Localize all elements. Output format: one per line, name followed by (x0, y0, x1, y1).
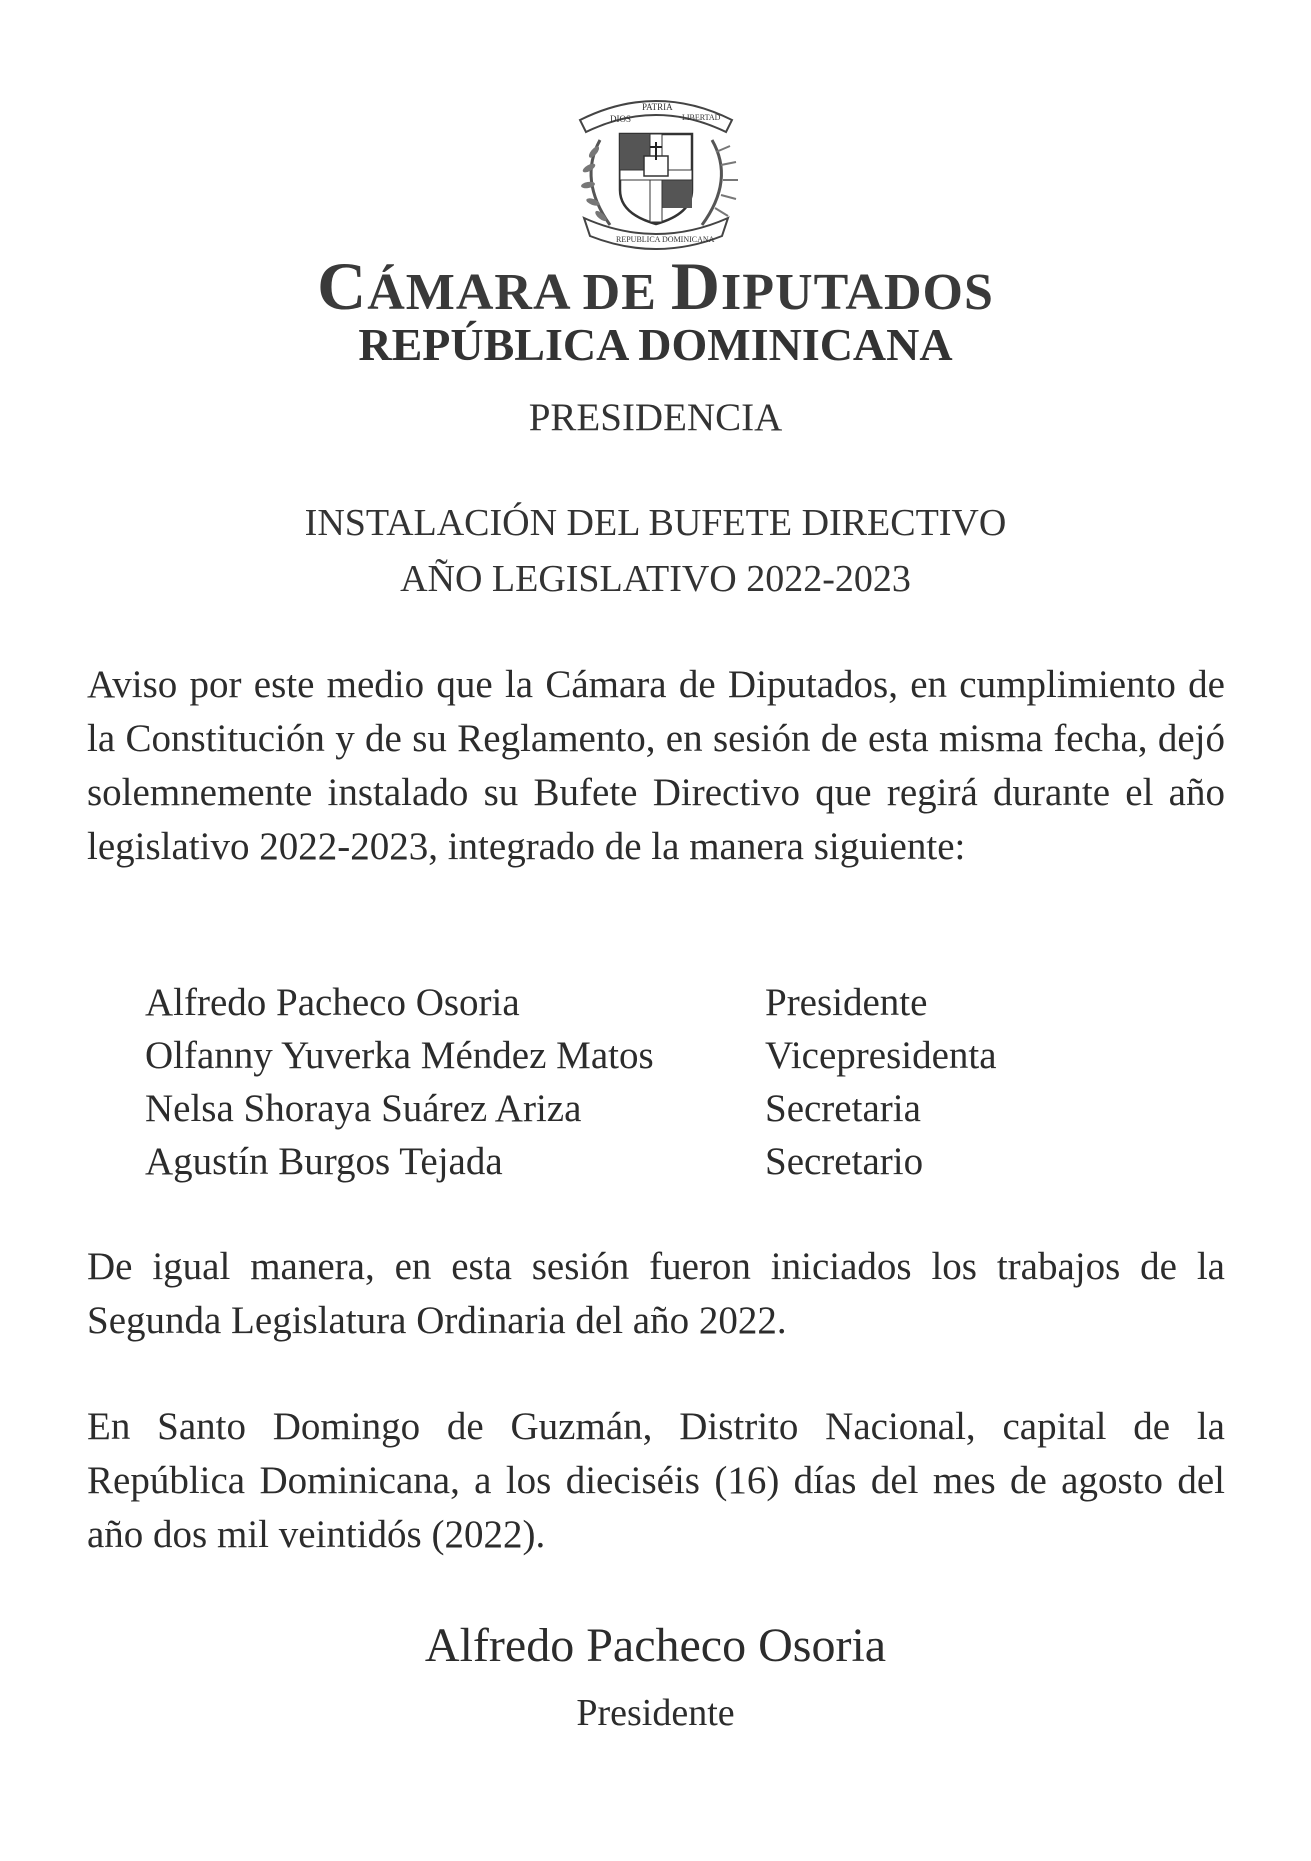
place-date-paragraph: En Santo Domingo de Guzmán, Distrito Nacional, capital de la República Dominicana, a los dieciséis (16) días del mes de agosto del año dos mil veintidós (2022). (87, 1405, 1225, 1556)
member-name: Nelsa Shoraya Suárez Ariza (145, 1087, 582, 1130)
signatory-name: Alfredo Pacheco Osoria (424, 1619, 887, 1672)
member-row (145, 1082, 1145, 1135)
seal-ribbon-text: REPUBLICA DOMINICANA (616, 235, 715, 244)
notice-title-line1: INSTALACIÓN DEL BUFETE DIRECTIVO (304, 502, 1007, 544)
member-role: Secretario (765, 1140, 924, 1183)
office-name: PRESIDENCIA (528, 396, 783, 439)
member-row (145, 1135, 1145, 1188)
signatory-role: Presidente (576, 1692, 735, 1734)
coat-of-arms-seal (570, 90, 742, 250)
org-second-rest: IPUTADOS (721, 264, 994, 321)
seal-motto-center: PATRIA (642, 102, 673, 112)
member-role: Secretaria (765, 1087, 921, 1130)
board-members-list (145, 976, 1145, 1188)
member-name: Olfanny Yuverka Méndez Matos (145, 1034, 654, 1077)
member-name: Agustín Burgos Tejada (145, 1140, 503, 1183)
intro-paragraph: Aviso por este medio que la Cámara de Diputados, en cumplimiento de la Constitución y de su Reglamento, en sesión de esta misma fecha, dejó solemnemente instalado su Bufete Directivo que regirá durante el año legislativo 2022-2023, integrado de la manera siguiente: (87, 663, 1225, 868)
organization-name (0, 248, 1311, 324)
seal-motto-right: LIBERTAD (682, 113, 721, 122)
member-role: Presidente (765, 981, 928, 1024)
org-first-rest: ÁMARA DE (367, 264, 671, 321)
org-second-initial: D (670, 248, 722, 324)
country-name: REPÚBLICA DOMINICANA (358, 319, 953, 370)
member-name: Alfredo Pacheco Osoria (145, 981, 520, 1024)
member-role: Vicepresidenta (765, 1034, 997, 1077)
org-first-initial: C (317, 248, 368, 324)
legislature-paragraph: De igual manera, en esta sesión fueron iniciados los trabajos de la Segunda Legislatura Ordinaria del año 2022. (87, 1245, 1225, 1342)
member-row (145, 976, 1145, 1029)
notice-title-line2: AÑO LEGISLATIVO 2022-2023 (400, 558, 911, 600)
seal-motto-left: DIOS (610, 114, 632, 124)
member-row (145, 1029, 1145, 1082)
